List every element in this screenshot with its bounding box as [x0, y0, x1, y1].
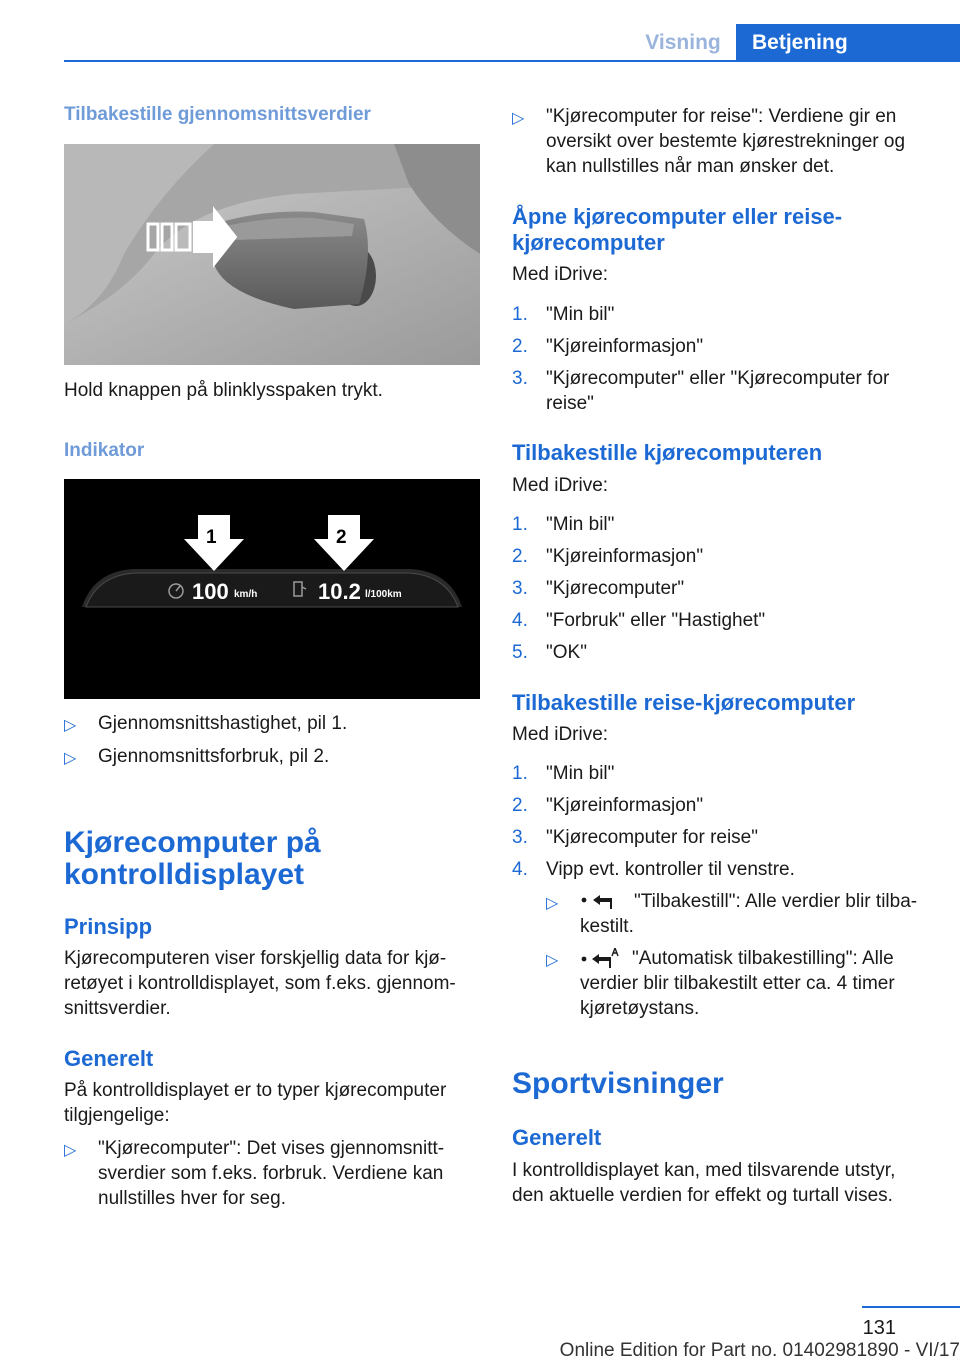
generelt-line: tilgjengelige: [64, 1105, 170, 1126]
heading-open-computer-l2: kjørecomputer [512, 230, 665, 255]
intro-idrive: Med iDrive: [512, 264, 609, 285]
heading-sport-generelt: Generelt [512, 1125, 602, 1150]
consumption-value: 10.2 [318, 579, 361, 604]
consumption-unit: l/100km [365, 589, 402, 600]
list-item: 2. "Kjøreinformasjon" [512, 336, 704, 357]
bullet-icon: ▷ [512, 110, 525, 127]
list-item: 5. "OK" [512, 642, 587, 663]
edition-text: Online Edition for Part no. 01402981890 - VI/17 [559, 1340, 960, 1361]
list-item: ▷ "Kjørecomputer for reise": Verdiene gir en oversikt over bestemte kjørestrekninger og kan nullstilles når man ønsker det. [512, 106, 906, 177]
page-number: 131 [862, 1317, 896, 1339]
hold-button-text: Hold knappen på blinklysspaken trykt. [64, 380, 383, 401]
bullet-icon: ▷ [546, 952, 559, 969]
list-item: ▷ "Tilbakestill": Alle verdier blir tilba- kestilt. [546, 891, 918, 937]
section-title-line2: kontrolldisplayet [64, 858, 305, 891]
list-item: ▷ Gjennomsnittsforbruk, pil 2. [64, 744, 482, 770]
list-item: 1. "Min bil" [512, 304, 615, 325]
list-item: 2. "Kjøreinformasjon" [512, 546, 704, 567]
intro-idrive: Med iDrive: [512, 475, 609, 496]
list-item: 1. "Min bil" [512, 763, 615, 784]
intro-idrive: Med iDrive: [512, 724, 609, 745]
prinsipp-line: snittsverdier. [64, 998, 171, 1019]
heading-generelt: Generelt [64, 1046, 154, 1071]
list-item: 2. "Kjøreinformasjon" [512, 795, 704, 816]
generelt-line: På kontrolldisplayet er to typer kjørecomputer [64, 1080, 447, 1101]
arrow-2-label: 2 [336, 527, 347, 548]
heading-prinsipp: Prinsipp [64, 914, 153, 939]
section-title-sport: Sportvisninger [512, 1067, 724, 1100]
speed-unit: km/h [234, 589, 258, 600]
bullet-icon: ▷ [64, 1142, 77, 1159]
bullet-icon: ▷ [546, 895, 559, 912]
list-item: 3. "Kjørecomputer" [512, 578, 685, 599]
list-item: 4. "Forbruk" eller "Hastighet" [512, 610, 766, 631]
stalk-illustration [64, 144, 480, 365]
list-item: ▷ Gjennomsnittshastighet, pil 1. [64, 711, 482, 737]
arrow-1-label: 1 [206, 527, 217, 548]
sport-line: I kontrolldisplayet kan, med tilsvarende utstyr, [512, 1160, 896, 1181]
subheading-indicator: Indikator [64, 440, 145, 461]
sport-line: den aktuelle verdien for effekt og turtall vises. [512, 1185, 893, 1206]
cluster-display-illustration [64, 479, 480, 699]
prinsipp-line: Kjørecomputeren viser forskjellig data for kjø- [64, 948, 447, 969]
list-item: 1. "Min bil" [512, 514, 615, 535]
heading-reset-trip: Tilbakestille reise-kjørecomputer [512, 690, 856, 715]
section-title-line1: Kjørecomputer på [64, 826, 321, 859]
tab-betjening[interactable]: Betjening [736, 24, 960, 62]
heading-reset-computer: Tilbakestille kjørecomputeren [512, 440, 823, 465]
bullet-icon: ▷ [64, 750, 77, 767]
list-item: ▷ "Kjørecomputer": Det vises gjennomsnitt- sverdier som f.eks. forbruk. Verdiene kan nullstilles hver for seg. [64, 1138, 445, 1209]
list-item: 3. "Kjørecomputer" eller "Kjørecomputer for reise" [512, 368, 890, 414]
bullet-icon: ▷ [64, 717, 77, 734]
subheading-reset-averages: Tilbakestille gjennomsnittsverdier [64, 104, 371, 125]
prinsipp-line: retøyet i kontrolldisplayet, som f.eks. gjennom- [64, 973, 456, 994]
heading-open-computer-l1: Åpne kjørecomputer eller reise- [512, 204, 843, 229]
speed-value: 100 [192, 579, 229, 604]
tab-visning[interactable]: Visning [631, 24, 735, 60]
list-item: 3. "Kjørecomputer for reise" [512, 827, 758, 848]
list-item: ▷ "Automatisk tilbakestilling": Alle verdier blir tilbakestilt etter ca. 4 timer kjøretøystans. [546, 948, 895, 1019]
list-item: 4. Vipp evt. kontroller til venstre. [512, 859, 795, 880]
footer-rule [862, 1306, 960, 1308]
